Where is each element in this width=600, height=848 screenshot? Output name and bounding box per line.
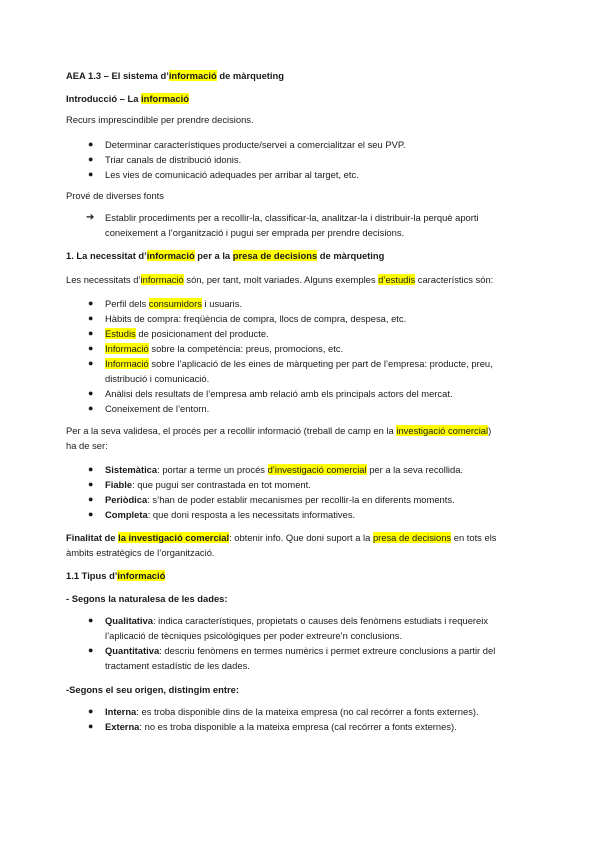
list-item — [105, 372, 209, 385]
text-run: Finalitat de — [66, 532, 119, 543]
highlighted-text: d’estudis — [378, 274, 416, 285]
text-run: Determinar característiques producte/servei a comercialitzar el seu PVP. — [105, 139, 406, 150]
text-run: Per a la seva validesa, el procés per a recollir informació (treball de camp en la — [66, 425, 397, 436]
list-item — [105, 614, 488, 627]
text-run: Les vies de comunicació adequades per arribar al target, etc. — [105, 169, 359, 180]
bullet-icon: ● — [88, 154, 94, 164]
text-run: sobre la competència: preus, promocions, etc. — [148, 343, 344, 354]
text-run: : descriu fenòmens en termes numèrics i permet extreure conclusions a partir del — [159, 645, 496, 656]
highlighted-text: Informació — [105, 358, 149, 369]
list-item — [105, 387, 453, 400]
text-run: en tots els — [451, 532, 497, 543]
text-run: Establir procediments per a recollir-la, classificar-la, analitzar-la i distribuir-la perquè aporti — [105, 212, 479, 223]
text-run: -Segons el seu origen, distingim entre: — [66, 684, 239, 695]
page-title — [66, 69, 284, 82]
bullet-icon: ● — [88, 706, 94, 716]
bullet-icon: ● — [88, 313, 94, 323]
bullet-icon: ● — [88, 358, 94, 368]
paragraph-line — [66, 439, 108, 452]
text-run: Fiable — [105, 479, 133, 490]
text-run: són, per tant, molt variades. Alguns exemples — [183, 274, 379, 285]
bullet-icon: ● — [88, 328, 94, 338]
list-item — [105, 478, 311, 491]
highlighted-text: investigació comercial — [396, 425, 489, 436]
text-run: Perfil dels — [105, 298, 149, 309]
text-run: Sistemàtica — [105, 464, 158, 475]
bullet-icon: ● — [88, 403, 94, 413]
text-run: tractament estadístic de les dades. — [105, 660, 250, 671]
text-run: : es troba disponible dins de la mateixa empresa (no cal recórrer a fonts externes). — [136, 706, 479, 717]
bullet-icon: ● — [88, 721, 94, 731]
text-run: : obtenir info. Que doni suport a la — [229, 532, 373, 543]
list-item — [105, 463, 463, 476]
highlighted-text: presa de decisions — [232, 250, 318, 261]
list-item — [105, 402, 209, 415]
text-run: i usuaris. — [201, 298, 243, 309]
list-item — [105, 659, 250, 672]
subsection-heading — [66, 683, 239, 696]
list-item — [105, 312, 406, 325]
text-run: Externa — [105, 721, 140, 732]
arrow-item-line — [105, 211, 479, 224]
bullet-icon: ● — [88, 479, 94, 489]
text-run: Coneixement de l’entorn. — [105, 403, 210, 414]
intro-heading — [66, 92, 189, 105]
arrow-icon: ➔ — [86, 212, 95, 223]
list-item — [105, 508, 355, 521]
bullet-icon: ● — [88, 645, 94, 655]
paragraph-line — [66, 531, 496, 544]
text-run: : que pugui ser contrastada en tot moment. — [132, 479, 311, 490]
list-item — [105, 168, 359, 181]
highlighted-text: informació — [140, 274, 184, 285]
paragraph-line — [66, 546, 215, 559]
arrow-item-line — [105, 226, 404, 239]
list-item — [105, 357, 493, 370]
text-run: Recurs imprescindible per prendre decisions. — [66, 114, 254, 125]
list-item — [105, 153, 241, 166]
text-run: Anàlisi dels resultats de l’empresa amb relació amb els principals actors del mercat. — [105, 388, 453, 399]
text-run: : portar a terme un procés — [157, 464, 268, 475]
text-run: 1.1 Tipus d’ — [66, 570, 118, 581]
section-heading — [66, 249, 384, 262]
list-item — [105, 138, 405, 151]
text-run: l’aplicació de tècniques psicològiques per poder extreure’n conclusions. — [105, 630, 403, 641]
bullet-icon: ● — [88, 139, 94, 149]
text-run: Completa — [105, 509, 148, 520]
intro-text — [66, 113, 254, 126]
text-run: Periòdica — [105, 494, 148, 505]
list-item — [105, 493, 455, 506]
list-item — [105, 705, 479, 718]
text-run: Introducció – La — [66, 93, 142, 104]
text-run: : no es troba disponible a la mateixa empresa (cal recórrer a fonts externes). — [139, 721, 457, 732]
text-run: de posicionament del producte. — [135, 328, 269, 339]
text-run: coneixement a l’organització i pugui ser emprada per prendre decisions. — [105, 227, 405, 238]
bullet-icon: ● — [88, 509, 94, 519]
paragraph-line — [66, 424, 491, 437]
text-run: Hàbits de compra: freqüència de compra, llocs de compra, despesa, etc. — [105, 313, 407, 324]
text-run: Prové de diverses fonts — [66, 190, 164, 201]
highlighted-text: informació — [141, 93, 189, 104]
text-run: : indica característiques, propietats o causes dels fenòmens estudiats i requereix — [152, 615, 489, 626]
text-run: ) — [488, 425, 492, 436]
text-run: Qualitativa — [105, 615, 153, 626]
text-run: Les necessitats d’ — [66, 274, 141, 285]
text-run: : s’han de poder establir mecanismes per recollir-la en diferents moments. — [147, 494, 455, 505]
highlighted-text: la investigació comercial — [118, 532, 230, 543]
highlighted-text: informació — [117, 570, 166, 581]
list-item — [105, 342, 343, 355]
section-heading — [66, 569, 165, 582]
text-run: distribució i comunicació. — [105, 373, 210, 384]
bullet-icon: ● — [88, 464, 94, 474]
text-run: - Segons la naturalesa de les dades: — [66, 593, 228, 604]
text-run: Interna — [105, 706, 137, 717]
text-run: Triar canals de distribució idonis. — [105, 154, 242, 165]
text-run: Quantitativa — [105, 645, 160, 656]
list-item — [105, 297, 242, 310]
sources-text — [66, 189, 164, 202]
highlighted-text: d’investigació comercial — [267, 464, 367, 475]
text-run: de màrqueting — [317, 250, 385, 261]
bullet-icon: ● — [88, 169, 94, 179]
bullet-icon: ● — [88, 298, 94, 308]
highlighted-text: informació — [168, 70, 217, 81]
text-run: característics són: — [415, 274, 494, 285]
section-text — [66, 273, 493, 286]
list-item — [105, 629, 402, 642]
highlighted-text: consumidors — [148, 298, 202, 309]
highlighted-text: Informació — [105, 343, 149, 354]
list-item — [105, 327, 269, 340]
text-run: per a la seva recollida. — [366, 464, 464, 475]
subsection-heading — [66, 592, 228, 605]
highlighted-text: Estudis — [105, 328, 136, 339]
bullet-icon: ● — [88, 388, 94, 398]
bullet-icon: ● — [88, 343, 94, 353]
highlighted-text: presa de decisions — [372, 532, 452, 543]
highlighted-text: informació — [146, 250, 195, 261]
text-run: : que doni resposta a les necessitats informatives. — [147, 509, 356, 520]
text-run: AEA 1.3 – El sistema d’ — [66, 70, 169, 81]
text-run: 1. La necessitat d’ — [66, 250, 147, 261]
text-run: sobre l’aplicació de les eines de màrqueting per part de l’empresa: producte, preu, — [148, 358, 493, 369]
list-item — [105, 644, 495, 657]
text-run: ha de ser: — [66, 440, 108, 451]
text-run: àmbits estratègics de l’organització. — [66, 547, 215, 558]
text-run: per a la — [194, 250, 233, 261]
list-item — [105, 720, 457, 733]
text-run: de màrqueting — [216, 70, 284, 81]
bullet-icon: ● — [88, 494, 94, 504]
bullet-icon: ● — [88, 615, 94, 625]
